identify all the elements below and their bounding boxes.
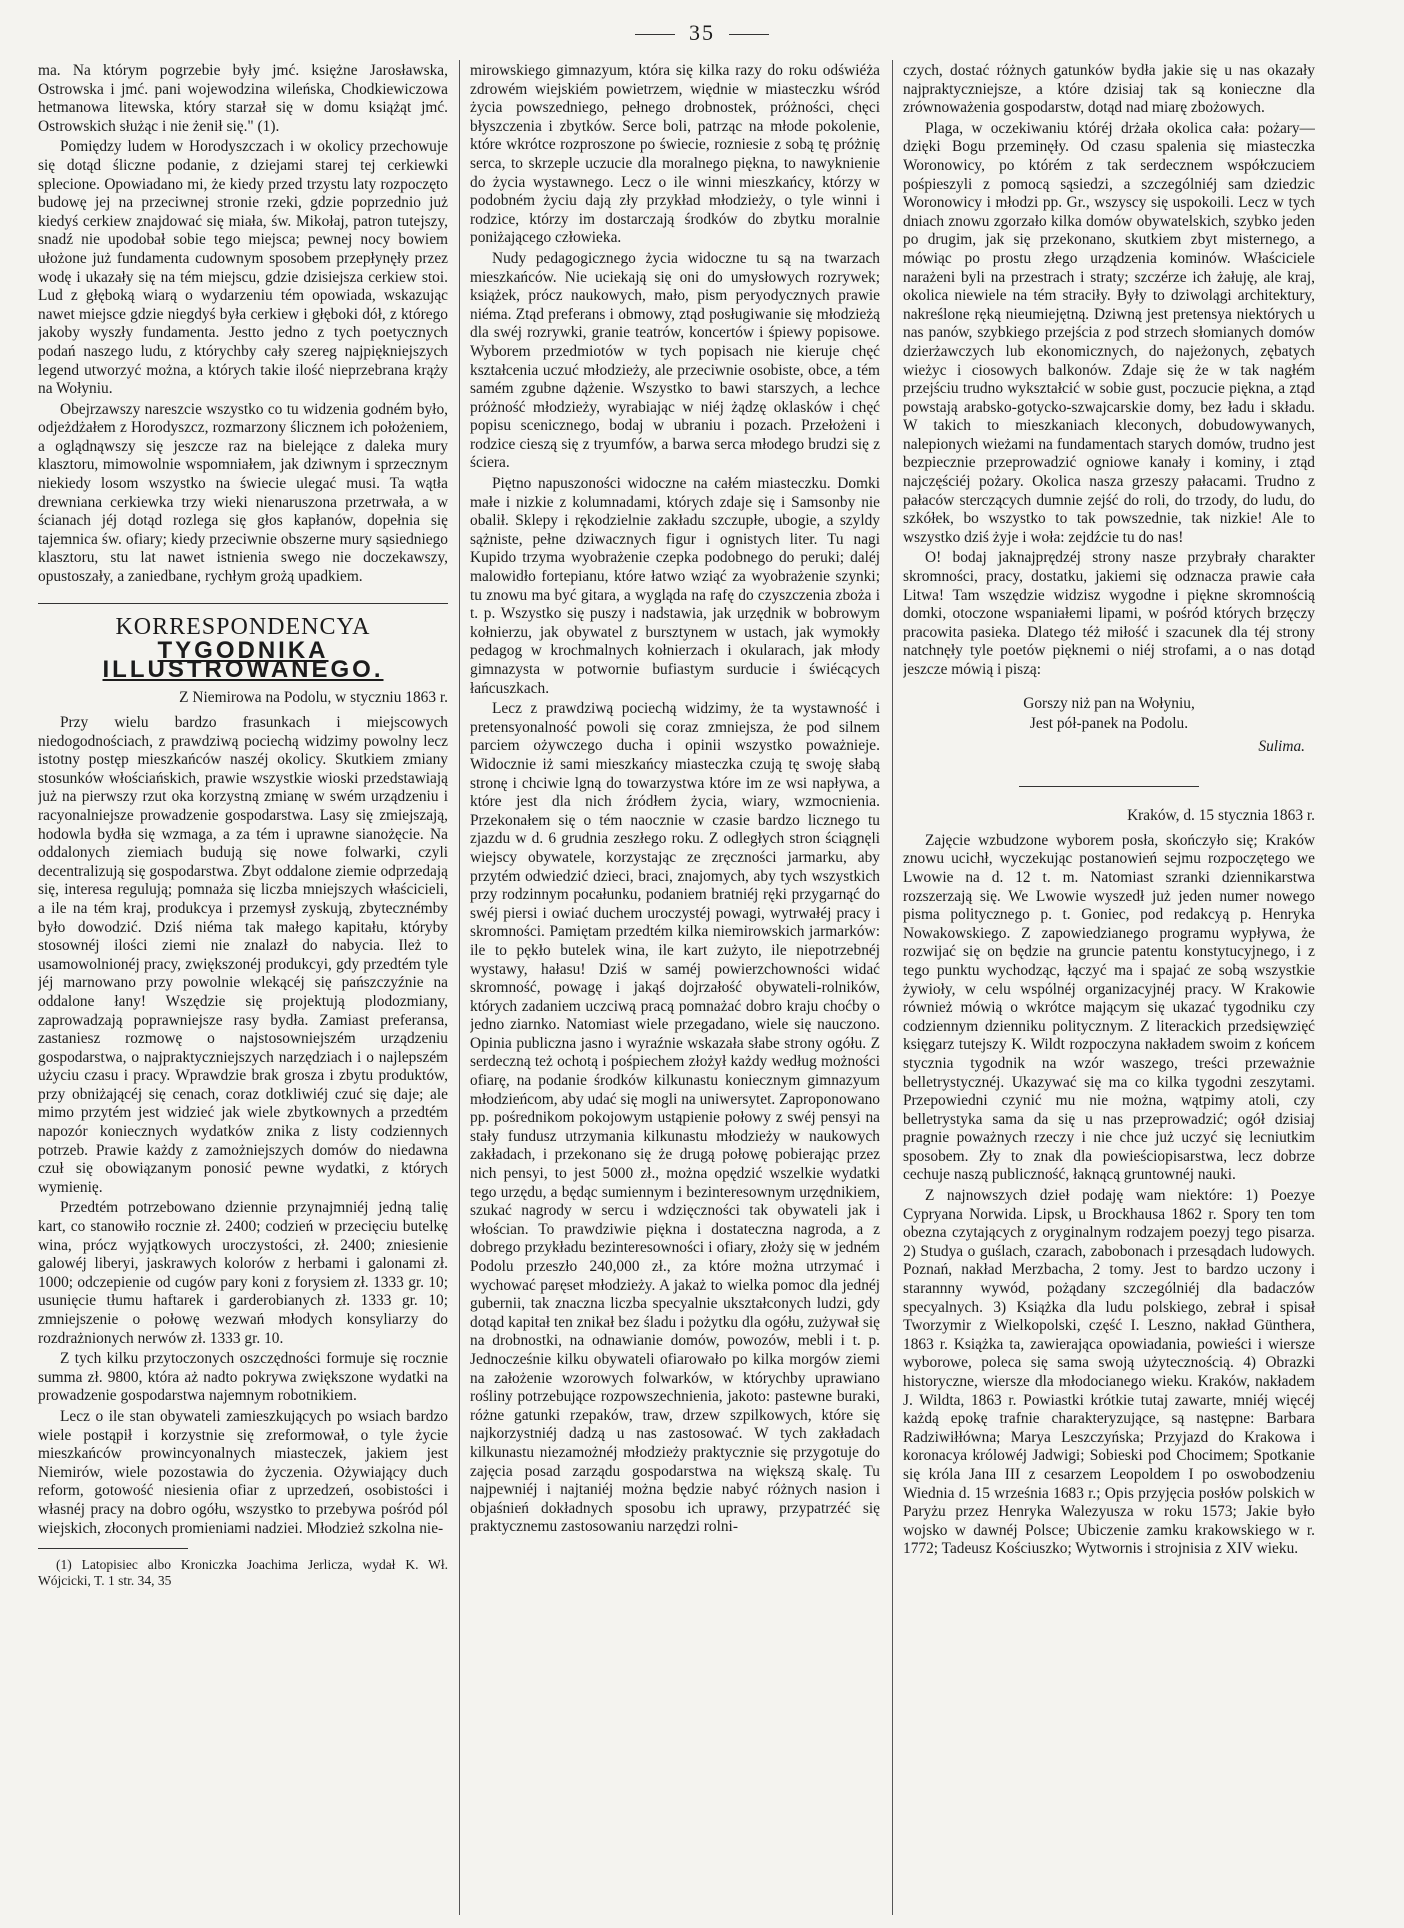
page-number-dash-left [635,34,675,35]
paragraph: Z tych kilku przytoczonych oszczędności formuje się rocznie summa zł. 9800, która aż nadto pokrywa zwiększone wydatki na prowadzenie gospodarstwa najemnym robotnikiem. [38,1350,448,1405]
correspondence-title: KORRESPONDENCYA [115,613,371,640]
signature: Sulima. [1258,737,1305,755]
page-number [0,20,1404,46]
paragraph: Plaga, w oczekiwaniu któréj drżała okolica cała: pożary—dzięki Bogu przeminęły. Od czasu spalenia się miasteczka Woronowicy, po którém z tak serdecznem współczuciem pośpieszyli z pomocą sąsiedzi, a szczególniéj sam dziedzic Woronowicy i młodzi pp. Gr., wszyscy się uspokoili. Lecz w tych dniach znowu zgorzało kilka domów obywatelskich, szybko jeden po drugim, jak się przekonano, skutkiem zbyt misternego, a mówiąc po prostu złego urządzenia kominów. Właściciele narażeni byli na przestrach i straty; szczérze ich żałuję, ale kraj, okolica niewiele na tém straciły. Były to dziwolągi architektury, nakreślone ręką nieumiejętną. Dziwną jest pretensya niektórych u nas panów, szybkiego przejścia z pod strzech słomianych domów dzierżawczych lub ekonomicznych, do najeżonych, zębatych wieżyc i ciosowych balkonów. Zdaje się że w tak nagłém przejściu trudno wykształcić w sobie gust, poczucie piękna, a ztąd powstają arabsko-gotycko-szwajcarskie domy, bez ładu i składu. W takich to mieszkaniach kleconych, dobudowywanych, nalepionych wieżami na fundamentach starych domów, trudno jest bezpiecznie przeprowadzić ogniowe kanały i kominy, i ztąd najczęściéj pożary. Okolica nasza grzeszy pałacami. Trudno z pałaców sterczących dumnie zejść do roli, do trzody, do ludu, do szkółek, bo wszystko to tak powszednie, tak nizkie! Ale to wszystko dziś żyje i woła: zejdźcie tu do nas! [903,119,1315,546]
paragraph: Obejrzawszy nareszcie wszystko co tu widzenia godném było, odjeżdżałem z Horodyszcz, rozmarzony ślicznem ich położeniem, a oglądnąwszy się jeszcze raz na bielejące z daleka mury klasztoru, mimowolnie wspomniałem, jak dziwnym i sprzecznym niekiedy losom wszystko na świecie ulegać musi. Ta wątła drewniana cerkiewka trzy wieki nienaruszona przetrwała, a w ścianach jéj dotąd rozlega się głos kapłanów, dopełnia się tajemnica św. ofiary; kiedy przeciwnie obszerne mury sąsiedniego klasztoru, stu lat nawet istnienia swego nie doczekawszy, opustoszały, a zaniedbane, rychłym grożą upadkiem. [38,400,448,586]
page-number-dash-right [729,34,769,35]
paragraph: Lecz o ile stan obywateli zamieszkujących po wsiach bardzo wiele postąpił i korzystnie się zreformował, o tyle życie mieszkańców prowincyonalnych miasteczek, jakiem jest Niemirów, wiele pozostawia do życzenia. Ożywiający duch reform, gotowość niesienia ofiar z uprzedzeń, osobistości i własnéj pracy na dobro ogółu, wszystko to przebywa pośród pól wiejskich, złoconych promieniami nadziei. Młodzież szkolna nie- [38,1407,448,1537]
paragraph: mirowskiego gimnazyum, która się kilka razy do roku odświéża zdrowém wiejskiém powietrzem, więdnie w miasteczku wśród życia powszedniego, pełnego drobnostek, próżności, chęci błyszczenia i zbytków. Serce boli, patrząc na młode pokolenie, które wkrótce rozproszone po świecie, rozniesie z sobą tę próżnię serca, to skrzeple uczucie dla moralnego piękna, to nawyknienie do życia wystawnego. Lecz o ile winni mieszkańcy, którzy w podobném życiu dają zły przykład młodzieży, o tyle winni i rodzice, którzy im dostarczają środków do zbytku moralnie poniżającego człowieka. [470,62,880,247]
paragraph: Przy wielu bardzo frasunkach i miejscowych niedogodnościach, z prawdziwą pociechą widzimy powolny lecz istotny postęp mieszkańców naszéj okolicy. Skutkiem zmiany stosunków włościańskich, prawie wszystkie wioski przedstawiają już na pierwszy rzut oka korzystną zmianę w swém urządzeniu i racyonalniejsze prowadzenie gospodarstwa. Lasy się zmiejszają, hodowla bydła się wzmaga, a za tém i uprawne sianożęcie. Na oddalonych ziemiach budują się nowe folwarki, czyli decentralizują się gospodarstwa. Zbyt oddalone ziemie odprzedają się, interesa regulują; pomnaża się liczba mniejszych właścicieli, a ile na tém kraj, produkcya i przemysł zyskują, zbytecznémby było dowodzić. Dziś niéma tak małego kapitału, któryby stosownéj ilości ziemi nie znalazł do nabycia. Ileż to usamowolnionéj pracy, zwiększonéj produkcyi, gdy przedtém tyle jéj marnowano przy powolnie wlekącéj się pańszczyźnie na oddalone łany! Wszędzie się projektują plodozmiany, zaprowadzają poprawniejsze rasy bydła. Zamiast preferansa, zastaniesz rozmowę o najstosowniejszém urządzeniu gospodarstwa, o najpraktyczniejszych narzędziach i o najlepszém użyciu czasu i pracy. Wprawdzie brak grosza i zbytu produktów, przy obniżającéj się cenach, coraz dotkliwiéj czuć się daje; ale mimo przytém jest widzieć jak wiele zbytkownych a przedtém napozór koniecznych wydatków znika z listy codziennych potrzeb. Prawie każdy z zamożniejszych domów do niedawna czuł się obowiązanym ponosić pewne wydatki, z których wymienię. [38,714,448,1196]
verse-line: Jest pół-panek na Podolu. [1029,714,1189,732]
dateline: Z Niemirowa na Podolu, w styczniu 1863 r. [179,689,448,707]
section-divider [38,603,448,604]
paragraph: ma. Na którym pogrzebie były jmć. księżne Jarosławska, Ostrowska i jmć. pani wojewodzina wileńska, Chodkiewiczowa hetmanowa litewska, który starzał się w domu książąt jmć. Ostrowskich służąc i nie żenił się." (1). [38,62,448,135]
column-right [903,62,1315,1912]
dateline: Kraków, d. 15 stycznia 1863 r. [1127,807,1315,825]
section-divider [1019,786,1199,787]
paragraph: Przedtém potrzebowano dziennie przynajmniéj jedną talię kart, co stanowiło rocznie zł. 2400; codzień w przecięciu butelkę wina, prócz wyjątkowych uroczystości, zł. 2400; zniesienie galowéj liberyi, jaskrawych kolorów z herbami i galonami zł. 1000; odczepienie od cugów pary koni z forysiem zł. 1333 gr. 10; usunięcie tłumu haftarek i garderobianych zł. 1333 gr. 10; zmniejszenie o połowę wezwań młodych konsyliarzy do rozdrażnionych nerwów zł. 1333 gr. 10. [38,1199,448,1347]
column-left [38,62,448,1912]
paragraph: Nudy pedagogicznego życia widoczne tu są na twarzach mieszkańców. Nie uciekają się oni do umysłowych rozrywek; książek, prócz naukowych, mało, pism peryodycznych prawie niéma. Ztąd preferans i obmowy, ztąd posługiwanie się młodzieżą dla swéj rozrywki, granie teatrów, koncertów i śpiewy popisowe. Wyborem przedmiotów w tych popisach nie kieruje chęć kształcenia uczuć młodzieży, ale przeciwnie osobiste, obce, a tém samém zgubne dążenie. Wszystko to bawi starszych, a lechce próżność młodzieży, wyrabiając w niéj żądzę oklasków i chęć popisu scenicznego, bodaj w ubraniu i pozach. Przełożeni i rodzice cieszą się z tryumfów, a barwa serca młodego brudzi się z ściera. [470,249,880,472]
column-middle [470,62,880,1912]
paragraph: czych, dostać różnych gatunków bydła jakie się u nas okazały najpraktyczniejsze, a które dzisiaj tak są konieczne dla zrównoważenia gospodarstw, dotąd nad miarę zbożowych. [903,62,1315,117]
paragraph: Zajęcie wzbudzone wyborem posła, skończyło się; Kraków znowu ucichł, wyczekując postanowień sejmu rozpoczętego we Lwowie na d. 12 t. m. Natomiast szranki dziennikarstwa rozszerzają się. We Lwowie wyszedł już jeden numer nowego pisma politycznego p. t. Goniec, pod redakcyą p. Henryka Nowakowskiego. Z zapowiedzianego programu wypływa, że rozwijać się on będzie na gruncie patentu konstytucyjnego, i z tego punktu wychodząc, łączyć ma i spajać ze sobą wszystkie żywioły, w celu wspólnéj organizacyjnéj pracy. W Krakowie również mówią o wkrótce mającym się ukazać tygodniku czy codziennym dzienniku politycznym. Z literackich przedsięwzięć księgarz tutejszy K. Wildt rozpoczyna nakładem swoim z końcem stycznia tygodnik na wzór waszego, treści przeważnie belletrystycznéj. Ukazywać się ma co kilka tygodni zeszytami. Przepowiedni czynić mu nie można, wątpimy atoli, czy belletrystyka sama da się u nas przeprowadzić; ogół dzisiaj pragnie poważnych rzeczy i nie chce już uczyć się lecniutkim sposobem. Zły to znak dla powieściopisarstwa, lecz dobrze cechuje naszą publiczność, łaknącą gruntownéj nauki. [903,831,1315,1184]
footnote: (1) Latopisiec albo Kroniczka Joachima Jerlicza, wydał K. Wł. Wójcicki, T. 1 str. 34, 35 [38,1557,448,1589]
correspondence-subtitle: TYGODNIKA ILLUSTROWANEGO. [102,637,384,683]
column-divider-1 [459,60,460,1915]
footnote-rule [38,1548,188,1549]
page-number-text: 35 [689,20,715,45]
column-divider-2 [892,60,893,1915]
paragraph: Pomiędzy ludem w Horodyszczach i w okolicy przechowuje się dotąd śliczne podanie, z dziejami starej tej cerkiewki splecione. Opowiadano mi, że kiedy przed trzystu laty rozpoczęto budowę jej na przeciwnej stronie rzeki, gdzie poprzednio już kiedyś cerkiew znajdować się miała, św. Mikołaj, patron tutejszy, snadź nie upodobał sobie tego miejsca; pewnej nocy bowiem ułożone już fundamenta cudownym sposobem przepłynęły przez wodę i ukazały się na tém miejscu, gdzie dzisiejsza cerkiew stoi. Lud z głęboką wiarą o wydarzeniu tém opowiada, wskazując nawet miejsce gdzie niegdyś była cerkiew i głęboki dół, z którego jakoby wyszły fundamenta. Jestto jedno z tych poetycznych podań naszego ludu, z którychby cały szereg najpiękniejszych legend utworzyć można, a których takie ilość nieprzebrana krąży na Wołyniu. [38,138,448,398]
verse [903,694,1315,734]
verse-line: Gorszy niż pan na Wołyniu, [1023,694,1195,712]
paragraph: Lecz z prawdziwą pociechą widzimy, że ta wystawność i pretensyonalność powoli się coraz zmniejsza, że pod silnem parciem ożywczego ducha i opinii wszystko poważnieje. Widocznie iż sami mieszkańcy miasteczka czują tę swoję słabą stronę i chciwie lgną do towarzystwa które im ze wsi napływa, a które jest dla nich źródłem życia, wiary, wzmocnienia. Przekonałem się o tém naocznie w czasie bardzo licznego tu zjazdu w d. 6 grudnia zeszłego roku. Z odległych stron ściągnęli wiejscy obywatele, korzystając ze zręczności jarmarku, aby przytém odwiedzić dzieci, braci, znajomych, aby tych wszystkich przy rodzinnym pocałunku, podaniem bratniéj ręki przygarnąć do swéj piersi i owiać duchem uroczystéj powagi, wytrwałéj pracy i skromności. Pamiętam przedtém kilka niemirowskich jarmarków: ile to pękło butelek wina, ile kart zużyto, ile niepotrzebnéj wystawy, hałasu! Dziś w saméj powierzchowności widać skromność, powagę i jakąś dojrzałość obywateli-rolników, których zadaniem uczciwą pracą pomnażać dobro kraju choćby o jedno ziarnko. Natomiast wiele przegadano, wiele się nauczono. Opinia publiczna jasno i wyraźnie wskazała słabe strony ogółu. Z serdeczną też ochotą i pośpiechem złożył każdy według możności ofiarę, na podanie środków kilkunastu koniecznym gimnazyum młodzieńcom, aby udać się mogli na uniwersytet. Zaproponowano pp. pośrednikom pokojowym ustąpienie połowy z swéj pensyi na stały fundusz utrzymania kilkunastu młodzieży w naukowych zakładach, i przekonano się że drugą połowę pobierając przez nich pensyi, to jest 5000 zł., można opędzić wszelkie wydatki tego urzędu, a będąc sumiennym i bezinteresownym urzędnikiem, szukać nagrody w sercu i wdzięczności tak obywateli jak i włościan. To prawdziwie piękna i dostateczna nagroda, a z dobrego przykładu bezinteresowności i ofiary, złoży się w jedném Podolu przeszło 240,000 zł., za które można utrzymać i wychować paręset młodzieży. A jakaż to wielka pomoc dla jednéj gubernii, tak znaczna liczba specyalnie ukształconych ludzi, gdy dotąd kapitał ten znikał bez śladu i pożytku dla ogółu, zużywał się na drobnostki, na odnawianie domów, powozów, mebli i t. p. Jednocześnie kilku obywateli ofiarowało po kilka morgów ziemi na założenie wzorowych folwarków, w którychby uprawiano rośliny potrzebujące rozpowszechnienia, jakoto: pastewne buraki, różne gatunki rzepaków, traw, drzew szpilkowych, które się najkorzystniéj dadzą u nas zastosować. W tych zakładach kilkunastu niezamożnéj młodzieży praktycznie się przygotuje do zajęcia posad zarządu gospodarstwa na większą skalę. Tu najpewniéj i najtaniéj można będzie nabyć różnych nasion i objaśnień dokładnych sposobu ich uprawy, przypatrzéć się praktycznemu zastosowaniu narzędzi rolni- [470,700,880,1536]
paragraph: Piętno napuszoności widoczne na całém miasteczku. Domki małe i nizkie z kolumnadami, których zdaje się i Samsonby nie obalił. Sklepy i rękodzielnie zakładu szczupłe, ubogie, a szyldy sążniste, pełne dziwacznych figur i ognistych liter. Tu nagi Kupido trzyma wyobrażenie czepka podobnego do peruki; daléj malowidło fortepianu, które łatwo wziąć za wyobrażenie szynki; tu znowu ma być gitara, a wygląda na rafę do czyszczenia zboża i t. p. Wszystko się puszy i nadstawia, jak urzędnik w bobrowym kołnierzu, jak obywatel z bursztynem w ustach, jak wymokły pedagog w krochmalnych kołnierzach i okularach, jak młody gimnazysta w potwornie bufiastym surducie i świécących łańcuszkach. [470,475,880,697]
paragraph: O! bodaj jaknajprędzéj strony nasze przybrały charakter skromności, pracy, dostatku, jakiemi się odznacza prawie cała Litwa! Tam wszędzie widzisz wygodne i piękne skromnością domki, otoczone wspaniałemi lipami, w pośród których brzęczy pracowita pasieka. Dlatego téż miłość i szacunek dla téj strony natchnęły tyle poetów pięknemi o niéj strofami, a o nas dotąd jeszcze mówią i piszą: [903,549,1315,678]
paragraph: Z najnowszych dzieł podaję wam niektóre: 1) Poezye Cypryana Norwida. Lipsk, u Brockhausa 1862 r. Spory ten tom obezna czytających z oryginalnym rodzajem poezyj tego pisarza. 2) Studya o guślach, czarach, zabobonach i przesądach ludowych. Poznań, nakład Merzbacha, 2 tomy. Jest to bardzo uczony i starannny wywód, pożądany szczególniéj dla badaczów specyalnych. 3) Książka dla ludu polskiego, zebrał i spisał Tworzymir z Wielkopolski, część I. Leszno, nakład Günthera, 1863 r. Książka ta, zawierająca opowiadania, powieści i wiersze wyborowe, poleca się sama swoją użytecznością. 4) Obrazki historyczne, wiersze dla młodocianego wieku. Kraków, nakładem J. Wildta, 1863 r. Powiastki krótkie tutaj zawarte, mniéj więcéj każdą epokę trafnie charakteryzujące, są następne: Barbara Radziwiłłówna; Marya Leszczyńska; Przyjazd do Krakowa i koronacya królowéj Jadwigi; Sobieski pod Chocimem; Spotkanie się króla Jana III z cesarzem Leopoldem I po oswobodzeniu Wiednia d. 15 września 1683 r.; Opis przyjęcia posłów polskich w Paryżu przez Henryka Walezyusza w roku 1573; Jakie było wojsko w dawnéj Polsce; Ubiczenie zamku krakowskiego w r. 1772; Tadeusz Kościuszko; Wytwornis i strojnisia z XIV wieku. [903,1187,1315,1558]
